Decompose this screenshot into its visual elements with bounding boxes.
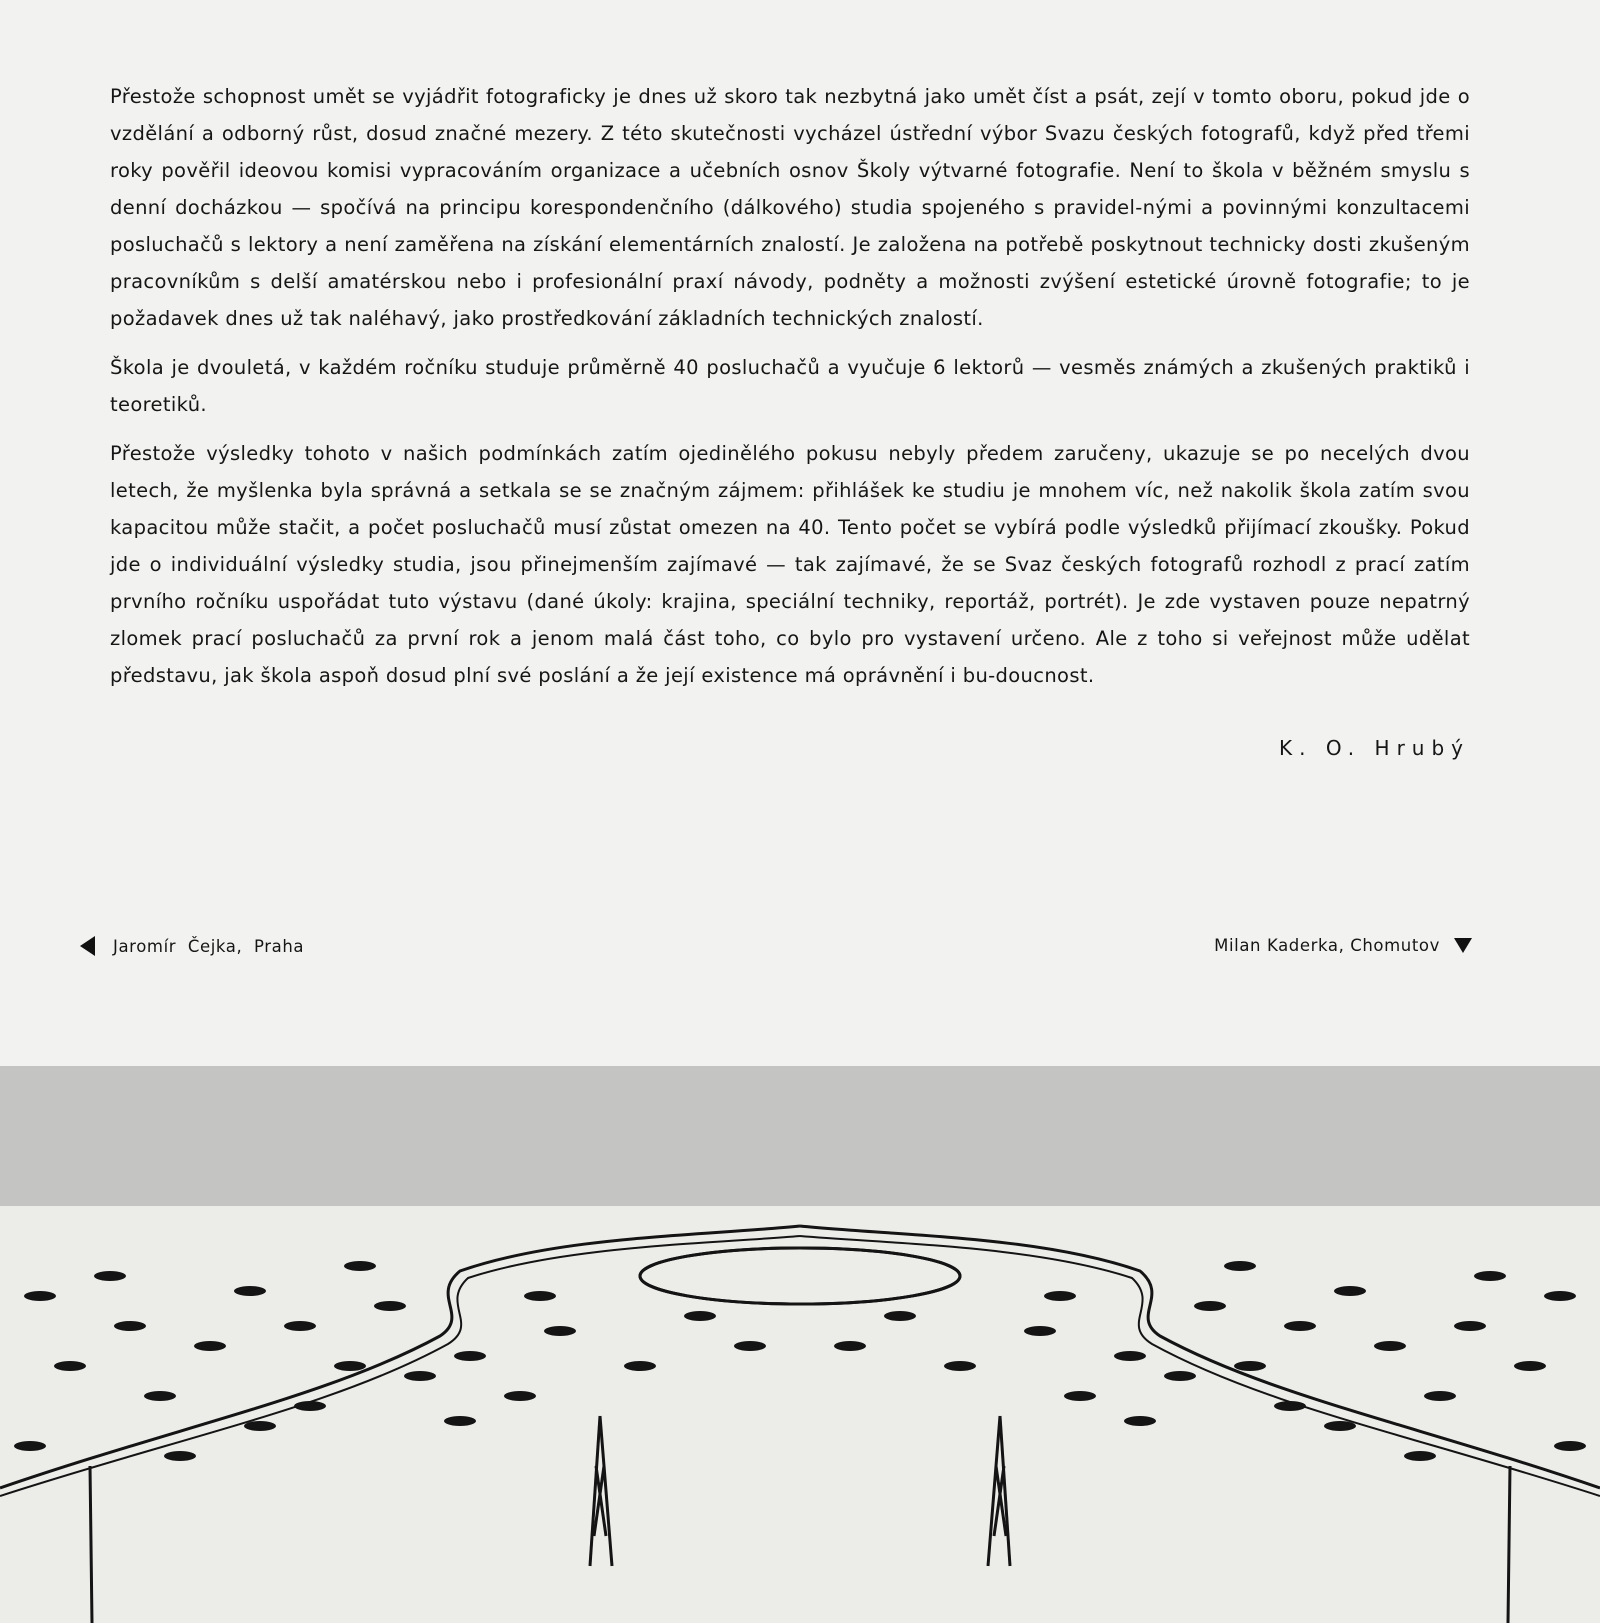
- tree-clump: [524, 1291, 556, 1301]
- tree-clump: [1234, 1361, 1266, 1371]
- tree-clump: [1164, 1371, 1196, 1381]
- tree-clump: [1404, 1451, 1436, 1461]
- tree-clump: [684, 1311, 716, 1321]
- tree-clump: [624, 1361, 656, 1371]
- author-signature: K. O. Hrubý: [1279, 736, 1470, 760]
- caption-right-text: Milan Kaderka, Chomutov: [1214, 936, 1440, 955]
- tree-clump: [454, 1351, 486, 1361]
- landscape-photo: [0, 1066, 1600, 1623]
- tree-clump: [1284, 1321, 1316, 1331]
- tree-clump: [1114, 1351, 1146, 1361]
- tree-clump: [1544, 1291, 1576, 1301]
- tree-clump: [244, 1421, 276, 1431]
- paragraph-1: Přestože schopnost umět se vyjádřit fotograficky je dnes už skoro tak nezbytná jako umět číst a psát, zejí v tomto oboru, pokud jde o vzdělání a odborný růst, dosud značné mezery. Z této skutečnosti vycházel ústřední výbor Svazu českých fotografů, když před třemi roky pověřil ideovou komisi vypracováním organizace a učebních osnov Školy výtvarné fotografie. Není to škola v běžném smyslu s denní docházkou — spočívá na principu korespondenčního (dálkového) studia spojeného s pravidel-nými a povinnými konzultacemi posluchačů s lektory a není zaměřena na získání elementárních znalostí. Je založena na potřebě poskytnout technicky dosti zkušeným pracovníkům s delší amatérskou nebo i profesionální praxí návody, podněty a možnosti zvýšení estetické úrovně fotografie; to je požadavek dnes už tak naléhavý, jako prostředkování základních technických znalostí.: [110, 85, 1470, 330]
- tree-clump: [294, 1401, 326, 1411]
- tree-clump: [1454, 1321, 1486, 1331]
- tree-clump: [1324, 1421, 1356, 1431]
- tree-clump: [944, 1361, 976, 1371]
- tree-clump: [1194, 1301, 1226, 1311]
- article-text: [110, 78, 1470, 706]
- pole: [90, 1466, 92, 1623]
- pole: [1508, 1466, 1510, 1623]
- tree-clump: [24, 1291, 56, 1301]
- tree-clump: [344, 1261, 376, 1271]
- tree-clump: [164, 1451, 196, 1461]
- tree-clump: [1334, 1286, 1366, 1296]
- photo-sky: [0, 1066, 1600, 1206]
- tree-clump: [1474, 1271, 1506, 1281]
- tree-clump: [14, 1441, 46, 1451]
- tree-clump: [1424, 1391, 1456, 1401]
- tree-clump: [144, 1391, 176, 1401]
- tree-clump: [194, 1341, 226, 1351]
- paragraph-3: Přestože výsledky tohoto v našich podmínkách zatím ojedinělého pokusu nebyly předem zaručeny, ukazuje se po necelých dvou letech, že myšlenka byla správná a setkala se se značným zájmem: přihlášek ke studiu je mnohem víc, než nakolik škola zatím svou kapacitou může stačit, a počet posluchačů musí zůstat omezen na 40. Tento počet se vybírá podle výsledků přijímací zkoušky. Pokud jde o individuální výsledky studia, jsou přinejmenším zajímavé — tak zajímavé, že se Svaz českých fotografů rozhodl z prací zatím prvního ročníku uspořádat tuto výstavu (dané úkoly: krajina, speciální techniky, reportáž, portrét). Je zde vystaven pouze nepatrný zlomek prací posluchačů za první rok a jenom malá část toho, co bylo pro vystavení určeno. Ale z toho si veřejnost může udělat představu, jak škola aspoň dosud plní své poslání a že její existence má oprávnění i bu-doucnost.: [110, 442, 1470, 687]
- tree-clump: [334, 1361, 366, 1371]
- tree-clump: [1124, 1416, 1156, 1426]
- tree-clump: [404, 1371, 436, 1381]
- tree-clump: [234, 1286, 266, 1296]
- tree-clump: [504, 1391, 536, 1401]
- paragraph-2: Škola je dvouletá, v každém ročníku studuje průměrně 40 posluchačů a vyučuje 6 lektorů — vesměs známých a zkušených praktiků i teoretiků.: [110, 356, 1470, 416]
- tree-clump: [1024, 1326, 1056, 1336]
- tree-clump: [734, 1341, 766, 1351]
- tree-clump: [284, 1321, 316, 1331]
- tree-clump: [54, 1361, 86, 1371]
- caption-left-text: Jaromír Čejka, Praha: [113, 936, 305, 956]
- tree-clump: [544, 1326, 576, 1336]
- caption-right: [1214, 936, 1472, 955]
- tree-clump: [1044, 1291, 1076, 1301]
- tree-clump: [884, 1311, 916, 1321]
- tree-clump: [1514, 1361, 1546, 1371]
- tree-clump: [444, 1416, 476, 1426]
- tree-clump: [834, 1341, 866, 1351]
- tree-clump: [114, 1321, 146, 1331]
- tree-clump: [94, 1271, 126, 1281]
- tree-clump: [1274, 1401, 1306, 1411]
- tree-clump: [1224, 1261, 1256, 1271]
- down-arrow-icon: [1454, 938, 1472, 953]
- tree-clump: [1554, 1441, 1586, 1451]
- tree-clump: [1374, 1341, 1406, 1351]
- tree-clump: [1064, 1391, 1096, 1401]
- tree-clump: [374, 1301, 406, 1311]
- caption-left: [80, 936, 304, 956]
- left-arrow-icon: [80, 936, 95, 956]
